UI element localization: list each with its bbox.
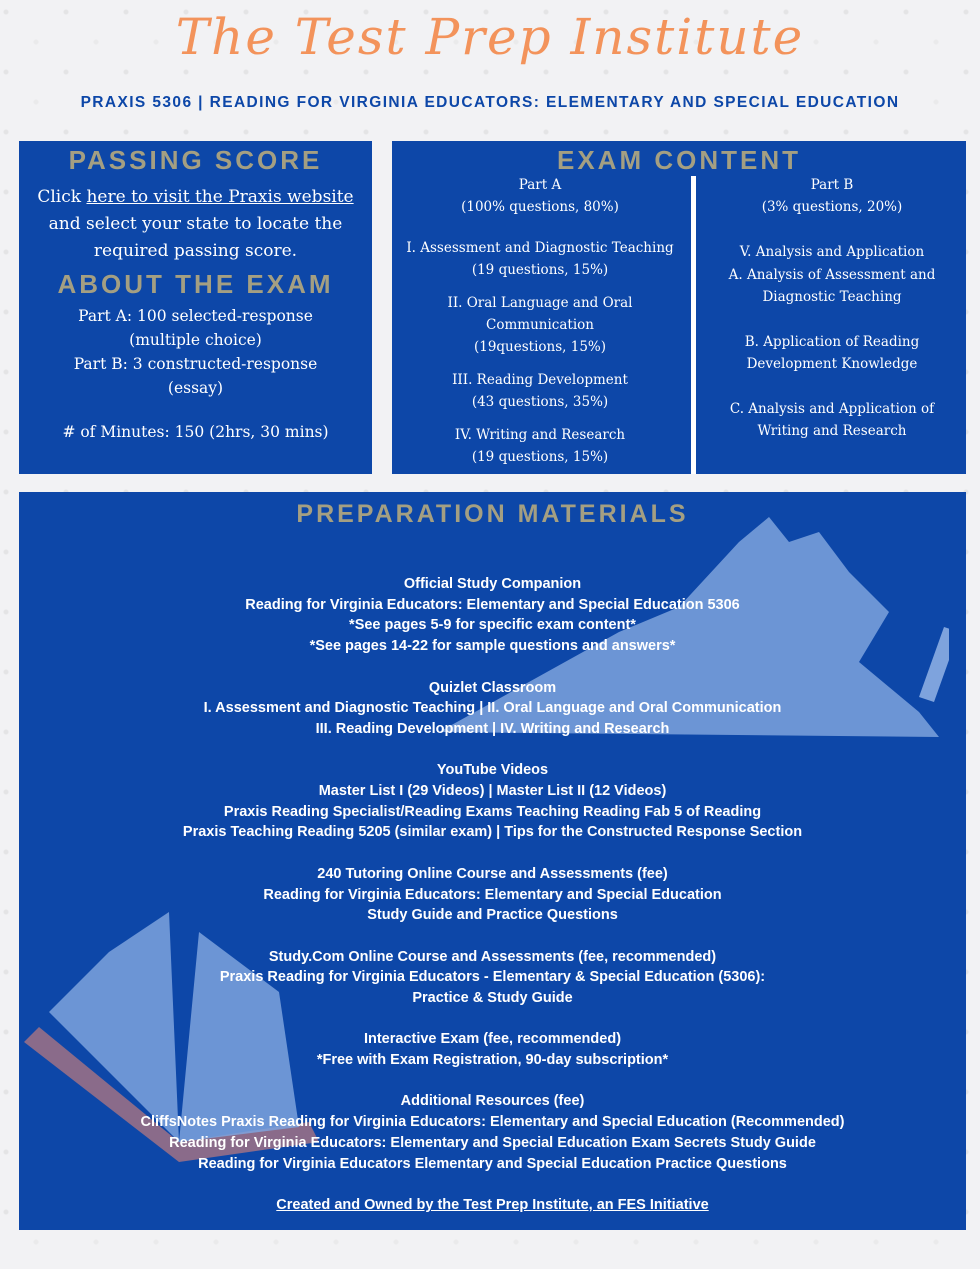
subtitle: PRAXIS 5306 | READING FOR VIRGINIA EDUCATORS: ELEMENTARY AND SPECIAL EDUCATION <box>80 94 900 111</box>
topic-line: Diagnostic Teaching <box>762 289 902 305</box>
resource-block <box>19 1029 966 1070</box>
resource-block <box>19 947 966 1009</box>
topic-line: C. Analysis and Application of <box>729 401 935 417</box>
topic-item <box>392 292 688 358</box>
topic-item <box>698 398 966 442</box>
resource-link[interactable]: Praxis Reading for Virginia Educators - Elementary & Special Education (5306): <box>219 969 766 986</box>
part-b-column <box>698 174 966 442</box>
line: Part A: 100 selected-response <box>78 307 313 325</box>
topic-line: Writing and Research <box>757 423 907 439</box>
topic-item <box>392 424 688 468</box>
resource-link[interactable]: Praxis Reading Specialist/Reading Exams Teaching Reading Fab 5 of Reading <box>223 803 762 820</box>
part-detail: (100% questions, 80%) <box>461 199 619 215</box>
resource-block <box>19 678 966 740</box>
passing-text <box>19 176 372 265</box>
topic-line: III. Reading Development <box>452 372 628 388</box>
topic-line: V. Analysis and Application <box>739 244 925 260</box>
resource-title: Interactive Exam (fee, recommended) <box>363 1031 622 1048</box>
resource-link[interactable]: Study Guide and Practice Questions <box>367 907 618 924</box>
resource-link[interactable]: Reading for Virginia Educators: Elementary and Special Education <box>263 886 722 903</box>
divider <box>691 176 696 474</box>
line: Part B: 3 constructed-response <box>73 355 318 373</box>
text: Click <box>37 187 87 207</box>
resource-block <box>19 760 966 843</box>
resource-title: Official Study Companion <box>403 576 582 592</box>
prep-blocks <box>19 574 966 1174</box>
topic-item <box>698 241 966 263</box>
about-lines <box>19 304 372 444</box>
praxis-website-link[interactable]: here to visit the Praxis website <box>86 187 354 207</box>
topic-line: I. Assessment and Diagnostic Teaching <box>406 240 674 256</box>
part-title: Part B <box>810 177 854 193</box>
resource-title: Additional Resources (fee) <box>400 1093 585 1110</box>
prep-heading: PREPARATION MATERIALS <box>296 500 689 528</box>
resource-link[interactable]: Master List I (29 Videos) | Master List II (12 Videos) <box>318 783 667 799</box>
resource-title: Quizlet Classroom <box>428 679 557 696</box>
part-detail: (3% questions, 20%) <box>761 199 903 215</box>
resource-block <box>19 574 966 657</box>
topic-line: (19questions, 15%) <box>473 339 607 355</box>
resource-link[interactable]: Reading for Virginia Educators: Elementary and Special Education Exam Secrets Study Guide <box>169 1134 816 1151</box>
resource-link[interactable]: CliffsNotes Praxis Reading for Virginia Educators: Elementary and Special Education (Recommended) <box>140 1114 845 1131</box>
exam-content-heading: EXAM CONTENT <box>557 145 801 175</box>
resource-link[interactable]: Praxis Teaching Reading 5205 (similar exam) | Tips for the Constructed Response Section <box>182 824 803 841</box>
minutes: # of Minutes: 150 (2hrs, 30 mins) <box>62 423 329 441</box>
about-heading: ABOUT THE EXAM <box>57 269 334 299</box>
topic-item <box>698 264 966 308</box>
resource-link[interactable]: *See pages 5-9 for specific exam content* <box>349 617 636 634</box>
topic-line: (19 questions, 15%) <box>471 262 609 278</box>
line: (multiple choice) <box>129 331 262 349</box>
part-a-column <box>392 174 688 468</box>
line: (essay) <box>167 379 224 397</box>
resource-title: Study.Com Online Course and Assessments (fee, recommended) <box>268 948 717 965</box>
passing-score-panel <box>19 141 372 474</box>
footer-link[interactable]: Created and Owned by the Test Prep Institute, an FES Initiative <box>276 1196 709 1213</box>
resource-title: YouTube Videos <box>436 762 549 779</box>
resource-title: 240 Tutoring Online Course and Assessments (fee) <box>317 865 668 882</box>
topic-line: B. Application of Reading <box>744 334 920 350</box>
logo-title: The Test Prep Institute <box>175 8 805 66</box>
resource-link[interactable]: Reading for Virginia Educators Elementary and Special Education Practice Questions <box>198 1155 787 1172</box>
resource-link[interactable]: *See pages 14-22 for sample questions and answers* <box>309 638 676 655</box>
resource-link[interactable]: I. Assessment and Diagnostic Teaching | II. Oral Language and Oral Communication <box>203 700 782 717</box>
topic-item <box>698 331 966 375</box>
resource-link[interactable]: *Free with Exam Registration, 90-day subscription* <box>316 1052 669 1069</box>
resource-link[interactable]: Reading for Virginia Educators: Elementary and Special Education 5306 <box>245 596 740 613</box>
text: and select your state to locate the required passing score. <box>48 214 343 261</box>
passing-score-heading: PASSING SCORE <box>68 145 323 175</box>
resource-link[interactable]: III. Reading Development | IV. Writing and Research <box>315 720 670 737</box>
resource-block <box>19 1091 966 1174</box>
topic-item <box>392 237 688 281</box>
preparation-panel <box>19 492 966 1230</box>
topic-line: (43 questions, 35%) <box>471 394 609 410</box>
part-title: Part A <box>518 177 562 193</box>
topic-line: Development Knowledge <box>746 356 918 372</box>
topic-line: A. Analysis of Assessment and <box>728 267 936 283</box>
resource-link[interactable]: Practice & Study Guide <box>412 990 573 1006</box>
topic-item <box>392 369 688 413</box>
resource-block <box>19 864 966 926</box>
exam-content-panel <box>392 141 966 474</box>
topic-line: II. Oral Language and Oral Communication <box>447 295 633 333</box>
topic-line: IV. Writing and Research <box>454 427 626 443</box>
topic-line: (19 questions, 15%) <box>471 449 609 465</box>
